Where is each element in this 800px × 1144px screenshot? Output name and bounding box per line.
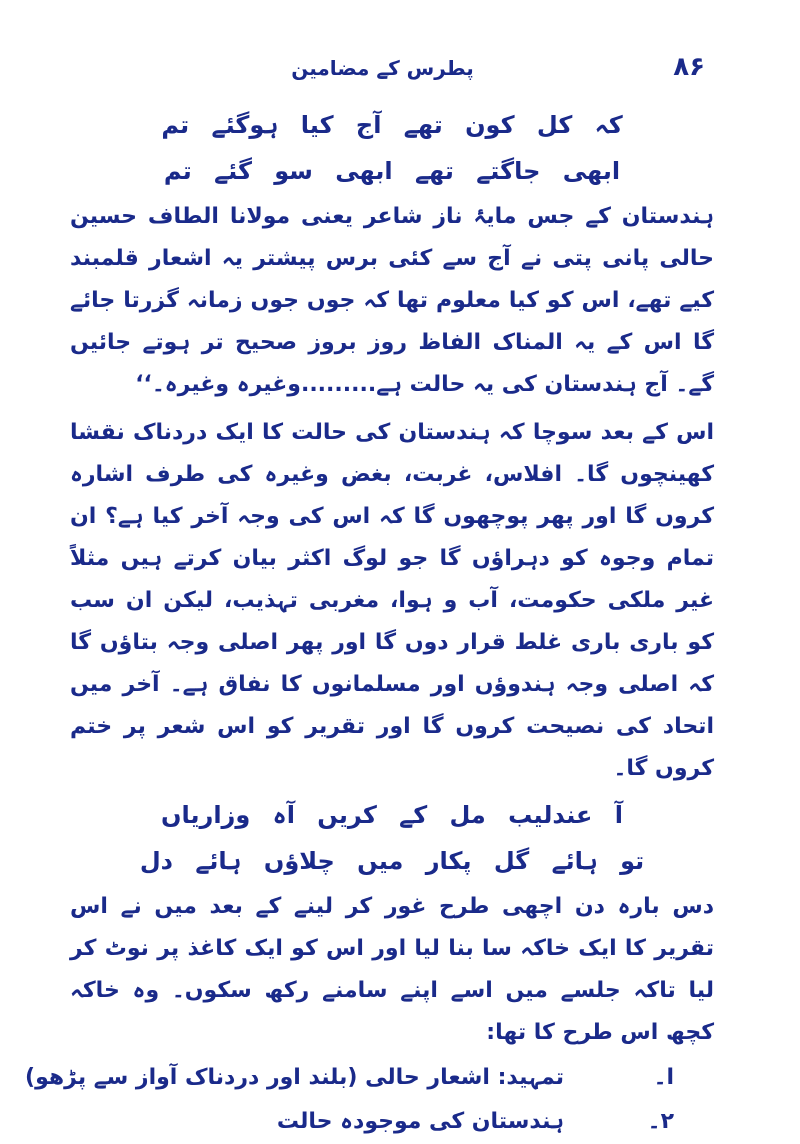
page-body bbox=[25, 102, 714, 1144]
verse-line: آ عندلیب مل کے کریں آہ وزاریاں bbox=[161, 801, 623, 829]
paragraph: اس کے بعد سوچا کہ ہندستان کی حالت کا ایک دردناک نقشا کھینچوں گا۔ افلاس، غربت، بغض وغیرہ کی طرف اشارہ کروں گا اور پھر پوچھوں گا کہ اس کی وجہ آخر کیا ہے؟ ان تمام وجوہ کو دہراؤں گا جو لوگ اکثر بیان کرتے ہیں مثلاً غیر ملکی حکومت، آب و ہوا، مغربی تہذیب، لیکن ان سب کو باری باری غلط قرار دوں گا اور پھر اصلی وجہ بتاؤں گا کہ اصلی وجہ ہندوؤں اور مسلمانوں کا نفاق ہے۔ آخر میں اتحاد کی نصیحت کروں گا اور تقریر کو اس شعر پر ختم کروں گا۔ bbox=[70, 420, 714, 781]
list-item bbox=[70, 1100, 714, 1144]
outline-list bbox=[25, 1056, 714, 1144]
verse-block-2 bbox=[70, 792, 714, 884]
list-item-number: ۲۔ bbox=[647, 1109, 674, 1134]
paragraph: ہندستان کے جس مایۂ ناز شاعر یعنی مولانا الطاف حسین حالی پانی پتی نے آج سے کئی برس پیشتر یہ اشعار قلمبند کیے تھے، اس کو کیا معلوم تھا کہ جوں جوں زمانہ گزرتا جائے گا اس کے یہ المناک الفاظ روز بروز صحیح تر ہوتے جائیں گے۔ آج ہندستان کی یہ حالت ہے.........وغیرہ وغیرہ۔‘‘ bbox=[70, 204, 714, 397]
verse-line: تو ہائے گل پکار میں چلاؤں ہائے دل bbox=[139, 847, 645, 875]
running-title: پطرس کے مضامین bbox=[291, 56, 474, 80]
page-header bbox=[60, 52, 705, 92]
list-item bbox=[25, 1056, 714, 1100]
paragraph: دس بارہ دن اچھی طرح غور کر لینے کے بعد میں نے اس تقریر کا ایک خاکہ سا بنا لیا اور اس کو ایک کاغذ پر نوٹ کر لیا تاکہ جلسے میں اسے اپنے سامنے رکھ سکوں۔ وہ خاکہ کچھ اس طرح کا تھا: bbox=[70, 894, 714, 1045]
verse-line: ابھی جاگتے تھے ابھی سو گئے تم bbox=[163, 157, 621, 185]
page-number: ۸۶ bbox=[673, 52, 705, 82]
list-item-text: ہندستان کی موجودہ حالت bbox=[276, 1109, 564, 1134]
list-item-text: تمہید: اشعار حالی (بلند اور دردناک آواز سے پڑھو) bbox=[25, 1065, 564, 1090]
list-item-number: ا۔ bbox=[653, 1065, 674, 1090]
verse-line: کہ کل کون تھے آج کیا ہوگئے تم bbox=[161, 111, 623, 139]
verse-block-1 bbox=[70, 102, 714, 194]
